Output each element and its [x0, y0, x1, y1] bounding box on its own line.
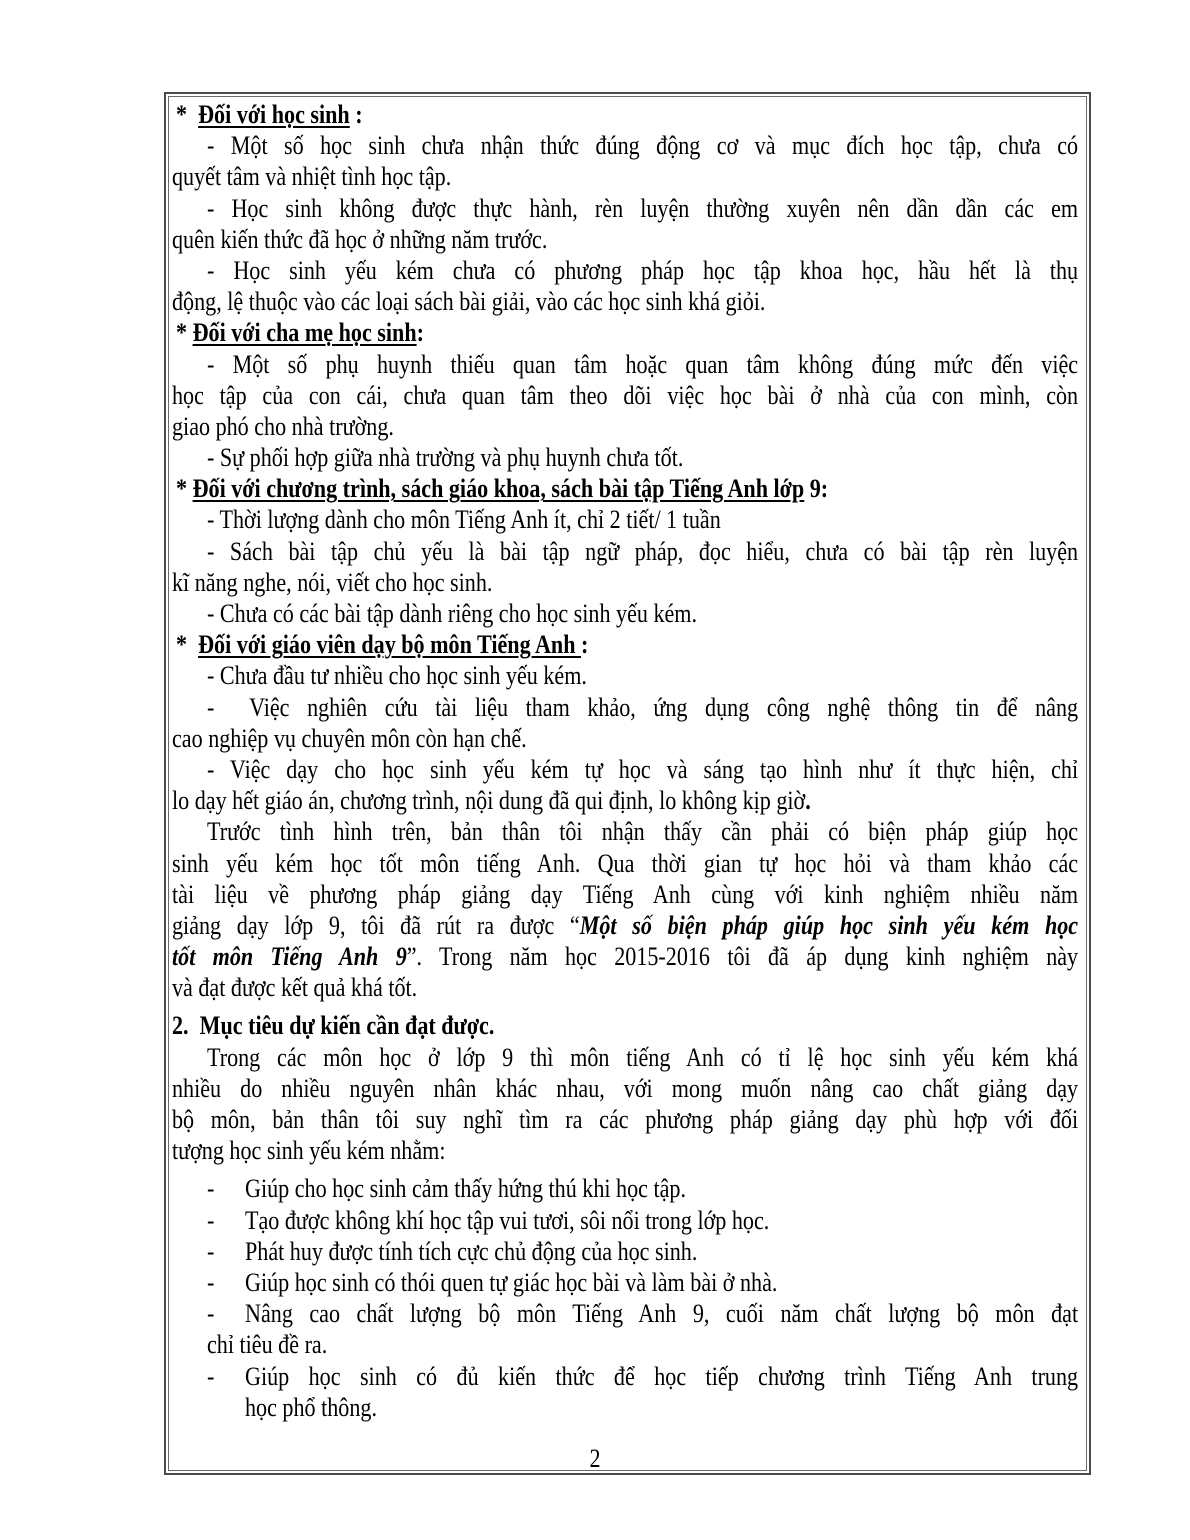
text-line — [172, 785, 1078, 816]
text-line — [172, 224, 1078, 255]
text-line — [172, 910, 1078, 941]
text-line — [172, 629, 1078, 660]
emphasis-text: . — [805, 786, 811, 816]
body-text: cao nghiệp vụ chuyên môn còn hạn chế. — [172, 723, 527, 753]
body-text: - Một số phụ huynh thiếu quan tâm hoặc quan tâm không đúng mức đến việc — [206, 349, 1079, 379]
body-text: chỉ tiêu đề ra. — [206, 1330, 328, 1360]
section-heading-text: Đối với học sinh — [198, 100, 350, 129]
emphasis-text: * — [175, 318, 193, 348]
body-text: Giúp học sinh có đủ kiến thức để học tiếp chương trình Tiếng Anh trung — [244, 1361, 1079, 1391]
text-line — [172, 972, 1078, 1003]
text-line — [172, 504, 1078, 535]
body-text: - Học sinh không được thực hành, rèn luyện thường xuyên nên dần dần các em — [206, 193, 1079, 223]
text-line — [172, 567, 1078, 598]
body-text: - Một số học sinh chưa nhận thức đúng động cơ và mục đích học tập, chưa có — [206, 131, 1079, 161]
emphasis-text: tốt môn Tiếng Anh 9 — [172, 942, 407, 972]
text-line — [172, 1392, 1078, 1423]
text-line — [172, 941, 1078, 972]
emphasis-text: Một số biện pháp giúp học sinh yếu kém học — [579, 910, 1079, 940]
body-text: quyết tâm và nhiệt tình học tập. — [172, 162, 452, 192]
text-line — [172, 692, 1078, 723]
body-text: - Sự phối hợp giữa nhà trường và phụ huynh chưa tốt. — [206, 443, 684, 473]
body-text: - Sách bài tập chủ yếu là bài tập ngữ pháp, đọc hiểu, chưa có bài tập rèn luyện — [206, 536, 1079, 566]
document-body — [172, 99, 1078, 1423]
body-text: - Chưa đầu tư nhiều cho học sinh yếu kém. — [206, 661, 587, 691]
text-line — [172, 161, 1078, 192]
text-line — [172, 723, 1078, 754]
emphasis-text: 9: — [804, 474, 829, 504]
bullet-dash: - — [206, 1267, 215, 1297]
text-line — [172, 411, 1078, 442]
body-text: - Thời lượng dành cho môn Tiếng Anh ít, chỉ 2 tiết/ 1 tuần — [206, 505, 721, 535]
emphasis-text: * — [175, 100, 199, 129]
body-text: lo dạy hết giáo án, chương trình, nội dung đã qui định, lo không kịp giờ — [172, 786, 806, 816]
body-text: - Học sinh yếu kém chưa có phương pháp học tập khoa học, hầu hết là thụ — [206, 255, 1079, 285]
text-line — [172, 349, 1078, 380]
body-text: bộ môn, bản thân tôi suy nghĩ tìm ra các phương pháp giảng dạy phù hợp với đối — [172, 1105, 1079, 1134]
body-text: giao phó cho nhà trường. — [172, 411, 394, 441]
emphasis-text: : — [416, 318, 424, 348]
body-text: tượng học sinh yếu kém nhằm: — [172, 1136, 446, 1166]
body-text: - Chưa có các bài tập dành riêng cho học sinh yếu kém. — [206, 599, 698, 628]
text-line — [172, 1205, 1078, 1236]
body-text: quên kiến thức đã học ở những năm trước. — [172, 224, 548, 254]
emphasis-text: * — [175, 630, 199, 660]
text-line — [172, 598, 1078, 629]
section-heading-text: Đối với chương trình, sách giáo khoa, sách bài tập Tiếng Anh lớp — [192, 474, 805, 504]
text-line — [172, 442, 1078, 473]
body-text: Giúp học sinh có thói quen tự giác học bài và làm bài ở nhà. — [244, 1267, 778, 1297]
body-text: Giúp cho học sinh cảm thấy hứng thú khi học tập. — [244, 1174, 687, 1204]
body-text: - Việc nghiên cứu tài liệu tham khảo, ứng dụng công nghệ thông tin để nâng — [206, 692, 1079, 722]
body-text: sinh yếu kém học tốt môn tiếng Anh. Qua thời gian tự học hỏi và tham khảo các — [172, 848, 1079, 878]
text-line — [172, 1267, 1078, 1298]
text-line — [172, 317, 1078, 348]
text-line — [172, 660, 1078, 691]
body-text: động, lệ thuộc vào các loại sách bài giải, vào các học sinh khá giỏi. — [172, 287, 766, 317]
body-text: và đạt được kết quả khá tốt. — [172, 973, 418, 1003]
text-line — [172, 1135, 1078, 1166]
text-line — [172, 1236, 1078, 1267]
bullet-dash: - — [206, 1205, 215, 1235]
body-text: tài liệu về phương pháp giảng dạy Tiếng Anh cùng với kinh nghiệm nhiều năm — [172, 879, 1079, 909]
body-text: Phát huy được tính tích cực chủ động của học sinh. — [244, 1236, 698, 1266]
text-line — [172, 848, 1078, 879]
text-line — [172, 1073, 1078, 1104]
section-heading-text: Đối với cha mẹ học sinh — [192, 318, 417, 348]
body-text: nhiều do nhiều nguyên nhân khác nhau, với mong muốn nâng cao chất giảng dạy — [172, 1073, 1079, 1103]
text-line — [172, 473, 1078, 504]
text-line — [172, 1329, 1078, 1360]
text-line — [172, 286, 1078, 317]
emphasis-text: : — [581, 630, 589, 660]
body-text: Trong các môn học ở lớp 9 thì môn tiếng Anh có tỉ lệ học sinh yếu kém khá — [206, 1042, 1079, 1072]
body-text: - Việc dạy cho học sinh yếu kém tự học và sáng tạo hình như ít thực hiện, chỉ — [206, 754, 1079, 784]
text-line — [172, 1361, 1078, 1392]
body-text: giảng dạy lớp 9, tôi đã rút ra được “ — [172, 910, 580, 940]
text-line — [172, 130, 1078, 161]
body-text: Tạo được không khí học tập vui tươi, sôi nổi trong lớp học. — [244, 1205, 770, 1235]
text-line — [172, 380, 1078, 411]
text-line — [172, 1173, 1078, 1204]
emphasis-text: : — [349, 100, 363, 129]
body-text: học tập của con cái, chưa quan tâm theo dõi việc học bài ở nhà của con mình, còn — [172, 380, 1079, 410]
bullet-dash: - — [206, 1236, 215, 1266]
body-text: học phổ thông. — [244, 1392, 377, 1422]
body-text: Trước tình hình trên, bản thân tôi nhận thấy cần phải có biện pháp giúp học — [206, 817, 1079, 847]
text-line — [172, 1042, 1078, 1073]
text-line — [172, 816, 1078, 847]
emphasis-text: 2. Mục tiêu dự kiến cần đạt được. — [172, 1011, 495, 1041]
text-line — [172, 255, 1078, 286]
bullet-dash: - — [206, 1299, 215, 1329]
text-line — [172, 754, 1078, 785]
section-heading-text: Đối với giáo viên dạy bộ môn Tiếng Anh — [198, 630, 582, 660]
text-line — [172, 193, 1078, 224]
text-line — [172, 99, 1078, 130]
bullet-dash: - — [206, 1174, 215, 1204]
text-line — [172, 1298, 1078, 1329]
text-line — [172, 1010, 1078, 1041]
paragraph-gap — [172, 1003, 1078, 1010]
text-line — [172, 879, 1078, 910]
emphasis-text: * — [175, 474, 193, 504]
text-line — [172, 1104, 1078, 1135]
body-text: kĩ năng nghe, nói, viết cho học sinh. — [172, 567, 493, 597]
bullet-dash: - — [206, 1361, 215, 1391]
text-line — [172, 536, 1078, 567]
body-text: ”. Trong năm học 2015-2016 tôi đã áp dụng kinh nghiệm này — [406, 942, 1079, 972]
page-number: 2 — [589, 1444, 601, 1473]
body-text: Nâng cao chất lượng bộ môn Tiếng Anh 9, cuối năm chất lượng bộ môn đạt — [244, 1299, 1079, 1329]
paragraph-gap — [172, 1166, 1078, 1173]
